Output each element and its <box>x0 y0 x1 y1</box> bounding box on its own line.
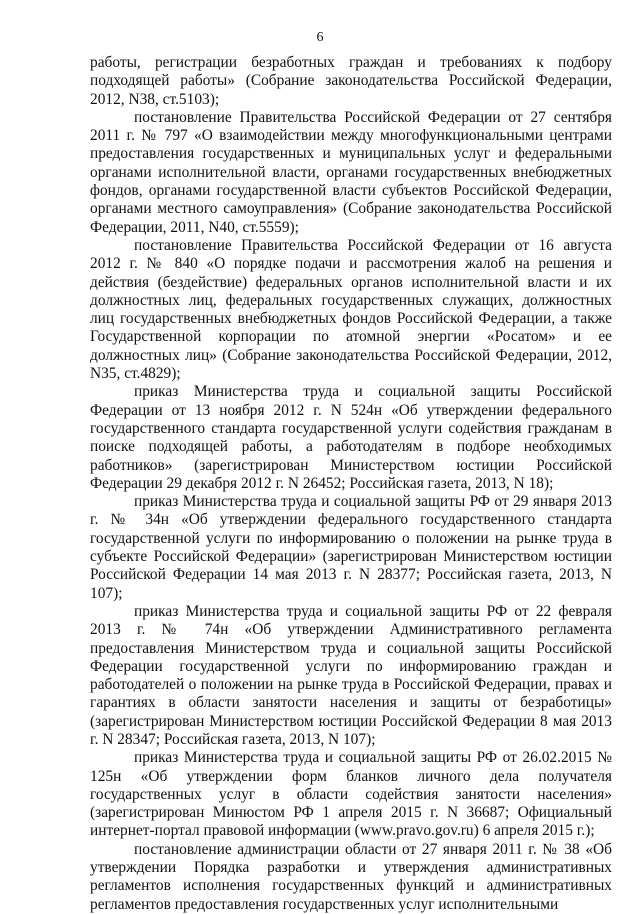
paragraph-8: постановление администрации области от 27 января 2011 г. № 38 «Об утверждении Порядка разработки и утверждения административных регламентов исполнения государственных функций и административных регламентов предоставления государственных услуг исполнительными <box>90 840 612 913</box>
document-body <box>90 54 612 914</box>
paragraph-7: приказ Министерства труда и социальной защиты РФ от 26.02.2015 № 125н «Об утверждении форм бланков личного дела получателя государственных услуг в области содействия занятости населения» (зарегистрирован Минюстом РФ 1 апреля 2015 г. N 36687; Официальный интернет-портал правовой информации (www.pravo.gov.ru) 6 апреля 2015 г.); <box>90 749 612 840</box>
page-number: 6 <box>316 30 324 45</box>
paragraph-4: приказ Министерства труда и социальной защиты Российской Федерации от 13 ноября 2012 г. N 524н «Об утверждении федерального государственного стандарта государственной услуги содействия гражданам в поиске подходящей работы, а работодателям в подборе необходимых работников» (зарегистрирован Министерством юстиции Российской Федерации 29 декабря 2012 г. N 26452; Российская газета, 2013, N 18); <box>90 383 612 492</box>
paragraph-3: постановление Правительства Российской Федерации от 16 августа 2012 г. № 840 «О порядке подачи и рассмотрения жалоб на решения и действия (бездействие) федеральных органов исполнительной власти и их должностных лиц, федеральных государственных служащих, должностных лиц государственных внебюджетных фондов Российской Федерации, а также Государственной корпорации по атомной энергии «Росатом» и ее должностных лиц» (Собрание законодательства Российской Федерации, 2012, N35, ст.4829); <box>90 236 612 383</box>
paragraph-1: работы, регистрации безработных граждан и требованиях к подбору подходящей работы» (Собрание законодательства Российской Федерации, 2012, N38, ст.5103); <box>90 54 612 108</box>
paragraph-6: приказ Министерства труда и социальной защиты РФ от 22 февраля 2013 г. № 74н «Об утверждении Административного регламента предоставления Министерством труда и социальной защиты Российской Федерации государственной услуги по информированию граждан и работодателей о положении на рынке труда в Российской Федерации, правах и гарантиях в области занятости населения и защиты от безработицы» (зарегистрирован Министерством юстиции Российской Федерации 8 мая 2013 г. N 28347; Российская газета, 2013, N 107); <box>90 602 612 748</box>
paragraph-2: постановление Правительства Российской Федерации от 27 сентября 2011 г. № 797 «О взаимодействии между многофункциональными центрами предоставления государственных и муниципальных услуг и федеральными органами исполнительной власти, органами государственных внебюджетных фондов, органами государственной власти субъектов Российской Федерации, органами местного самоуправления» (Собрание законодательства Российской Федерации, 2011, N40, ст.5559); <box>90 108 612 236</box>
paragraph-5: приказ Министерства труда и социальной защиты РФ от 29 января 2013 г. № 34н «Об утверждении федерального государственного стандарта государственной услуги по информированию о положении на рынке труда в субъекте Российской Федерации» (зарегистрирован Министерством юстиции Российской Федерации 14 мая 2013 г. N 28377; Российская газета, 2013, N 107); <box>90 493 612 602</box>
